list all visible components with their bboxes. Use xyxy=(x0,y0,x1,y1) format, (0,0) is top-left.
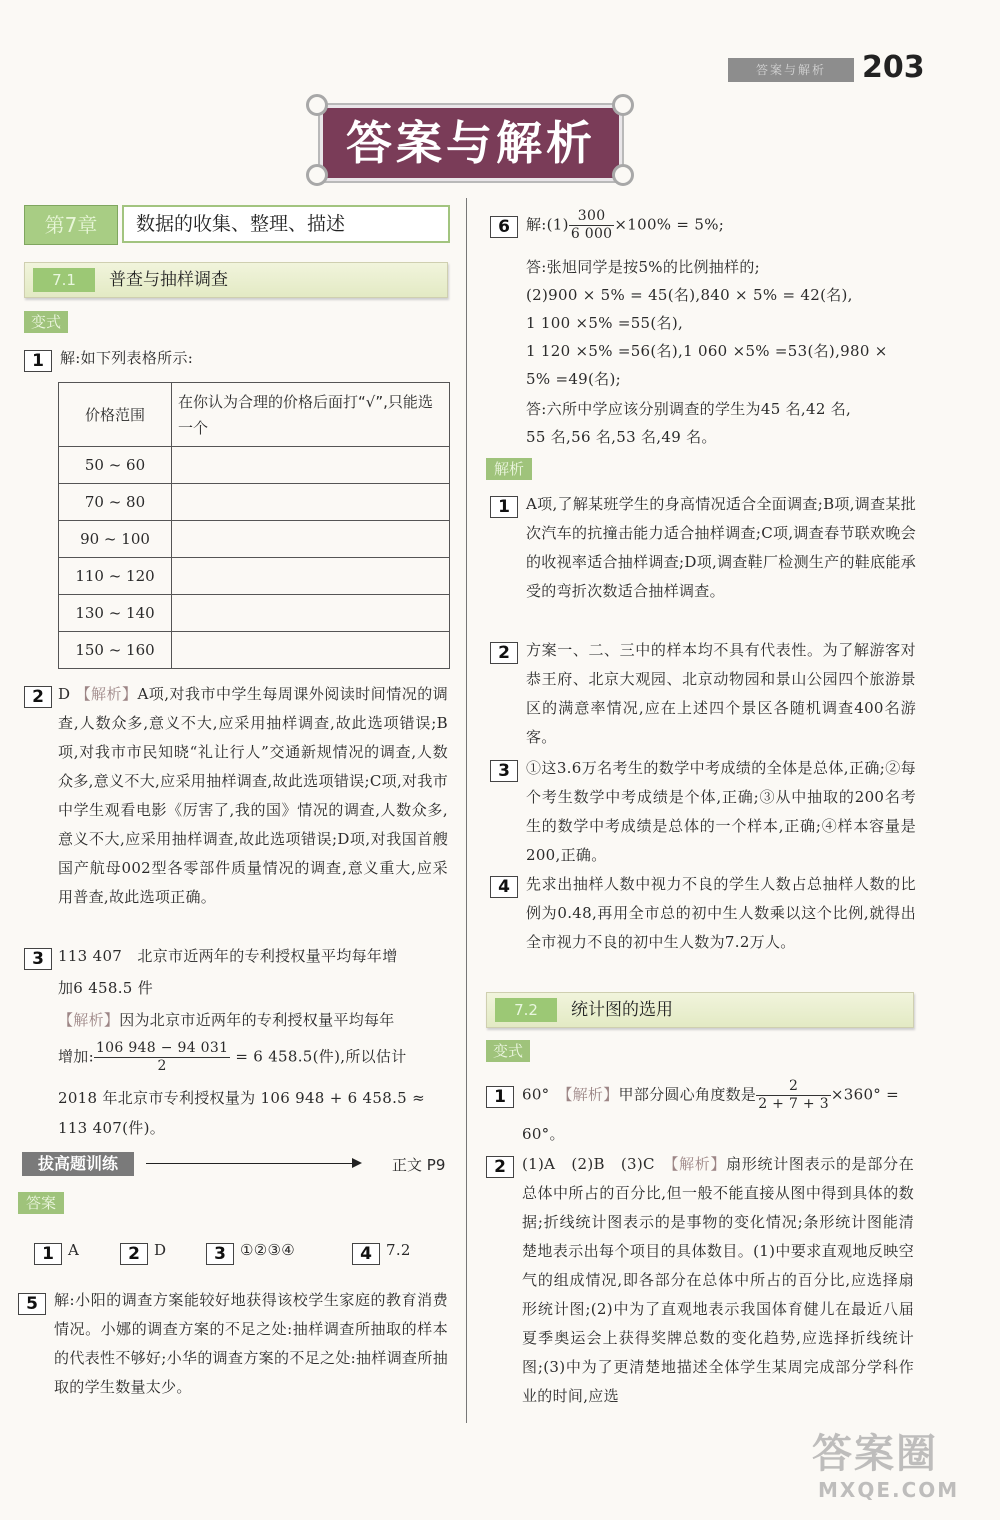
question-number: 2 xyxy=(24,686,52,708)
arrow-line xyxy=(146,1163,356,1164)
table-cell: 90 ~ 100 xyxy=(59,521,172,558)
analysis-line xyxy=(58,1006,395,1035)
question-number: 1 xyxy=(24,350,52,372)
table-cell xyxy=(172,632,450,669)
section-title: 统计图的选用 xyxy=(571,1000,673,1020)
formula-text: 解:(1) xyxy=(526,215,569,234)
section-number: 7.1 xyxy=(33,268,95,292)
question-number: 2 xyxy=(490,642,518,664)
question-number: 4 xyxy=(490,876,518,898)
banner-ring-icon xyxy=(306,94,328,116)
fraction-denominator: 2 + 7 + 3 xyxy=(758,1096,829,1112)
question-number: 4 xyxy=(352,1243,380,1265)
price-table xyxy=(58,382,450,669)
question-number: 3 xyxy=(490,760,518,782)
variant-tag: 变式 xyxy=(24,311,68,333)
section-header xyxy=(486,992,914,1028)
formula-line xyxy=(522,1078,899,1113)
answer-line: 55 名,56 名,53 名,49 名。 xyxy=(526,428,717,446)
column-divider xyxy=(466,198,467,1423)
answer-line: 答:六所中学应该分别调查的学生为45 名,42 名, xyxy=(526,400,852,418)
analysis-text: 方案一、二、三中的样本均不具有代表性。为了解游客对恭王府、北京大观园、北京动物园和景山公园四个旅游景区的满意率情况,应在上述四个景区各随机调查400名游客。 xyxy=(526,641,916,746)
fraction-numerator: 300 xyxy=(569,208,615,226)
answer-line: 5% =49(名); xyxy=(526,370,621,388)
table-cell xyxy=(172,447,450,484)
banner-ring-icon xyxy=(612,164,634,186)
short-answer: D xyxy=(154,1241,167,1259)
question-number: 1 xyxy=(34,1243,62,1265)
table-cell: 150 ~ 160 xyxy=(59,632,172,669)
formula-line xyxy=(58,1040,407,1075)
analysis-text: 因为北京市近两年的专利授权量平均每年 xyxy=(119,1011,395,1029)
answer-choice: D xyxy=(58,685,71,703)
analysis-tag: 【解析】 xyxy=(75,685,138,703)
formula-text: 增加: xyxy=(58,1047,94,1066)
section-label: 拔高题训练 xyxy=(22,1152,134,1176)
question-text: 解:小阳的调查方案能较好地获得该校学生家庭的教育消费情况。小娜的调查方案的不足之处:抽样调查所抽取的样本的代表性不够好;小华的调查方案的不足之处:抽样调查所抽取的学生数量太少。 xyxy=(54,1291,448,1396)
banner-ring-icon xyxy=(612,94,634,116)
question-number: 3 xyxy=(206,1243,234,1265)
analysis-text: 先求出抽样人数中视力不良的学生人数占总抽样人数的比例为0.48,再用全市总的初中生人数乘以这个比例,就得出全市视力不良的初中生人数为7.2万人。 xyxy=(526,875,916,951)
table-cell xyxy=(172,595,450,632)
section-number: 7.2 xyxy=(495,998,557,1022)
answers-tag: 答案 xyxy=(18,1192,64,1214)
answer-line: 答:张旭同学是按5%的比例抽样的; xyxy=(526,258,761,276)
table-cell: 70 ~ 80 xyxy=(59,484,172,521)
fraction xyxy=(569,208,615,243)
chapter-title: 数据的收集、整理、描述 xyxy=(122,205,450,243)
analysis-tag: 【解析】 xyxy=(564,1085,619,1104)
question-number: 2 xyxy=(486,1156,514,1178)
fraction-denominator: 6 000 xyxy=(570,226,613,242)
variant-tag: 变式 xyxy=(486,1040,530,1062)
question-number: 2 xyxy=(120,1243,148,1265)
question-number: 6 xyxy=(490,216,518,238)
question-text xyxy=(58,680,448,912)
question-number: 1 xyxy=(490,496,518,518)
analysis-tag: 【解析】 xyxy=(670,1155,727,1173)
analysis-text xyxy=(522,1150,914,1411)
analysis-section-tag: 解析 xyxy=(486,458,532,480)
formula-text: 甲部分圆心角度数是 xyxy=(618,1085,757,1104)
table-header-cell: 在你认为合理的价格后面打“√”,只能选一个 xyxy=(172,383,450,447)
answer-line: 1 120 ×5% =56(名),1 060 ×5% =53(名),980 × xyxy=(526,342,888,360)
analysis-tag: 【解析】 xyxy=(58,1011,120,1029)
formula-line xyxy=(526,208,724,243)
watermark-url: MXQE.COM xyxy=(818,1478,960,1502)
table-cell: 110 ~ 120 xyxy=(59,558,172,595)
table-header-cell: 价格范围 xyxy=(59,383,172,447)
answer-line: 113 407(件)。 xyxy=(58,1119,166,1137)
answer-line: 1 100 ×5% =55(名), xyxy=(526,314,684,332)
answer-line: 2018 年北京市专利授权量为 106 948 + 6 458.5 ≈ xyxy=(58,1089,425,1107)
answer-line: 60°。 xyxy=(522,1125,565,1143)
table-cell xyxy=(172,558,450,595)
analysis-text: A项,对我市中学生每周课外阅读时间情况的调查,人数众多,意义不大,应采用抽样调查,故此选项错误;B项,对我市市民知晓“礼让行人”交通新规情况的调查,人数众多,意义不大,应采用抽样调查,故此选项错误;C项,对我市中学生观看电影《厉害了,我的国》情况的调查,人数众多,意义不大,应采用抽样调查,故此选项错误;D项,对我国首艘国产航母002型各零部件质量情况的调查,意义重大,应采用普查,故此选项正确。 xyxy=(58,685,448,906)
answer-line: 加6 458.5 件 xyxy=(58,979,154,997)
question-number: 3 xyxy=(24,948,52,970)
fraction-denominator: 2 xyxy=(157,1058,167,1074)
section-header xyxy=(24,262,448,298)
fraction xyxy=(94,1040,230,1075)
page-number: 203 xyxy=(862,50,925,85)
header-tag: 答案与解析 xyxy=(728,58,854,82)
analysis-text: ①这3.6万名考生的数学中考成绩的全体是总体,正确;②每个考生数学中考成绩是个体,正确;③从中抽取的200名考生的数学中考成绩是总体的一个样本,正确;④样本容量是200,正确。 xyxy=(526,759,916,864)
short-answer: A xyxy=(68,1241,80,1259)
analysis-text-body: 扇形统计图表示的是部分在总体中所占的百分比,但一般不能直接从图中得到具体的数据;折线统计图表示的是事物的变化情况;条形统计图能清楚地表示出每个项目的具体数目。(1)中要求直观地反映空气的组成情况,即各部分在总体中所占的百分比,应选择扇形统计图;(2)中为了直观地表示我国体育健儿在最近八届夏季奥运会上获得奖牌总数的变化趋势,应选择折线统计图;(3)中为了更清楚地描述全体学生某周完成部分学科作业的时间,应选 xyxy=(522,1155,914,1405)
banner-ring-icon xyxy=(306,164,328,186)
page-reference: 正文 P9 xyxy=(392,1156,446,1174)
table-cell xyxy=(172,521,450,558)
table-cell: 50 ~ 60 xyxy=(59,447,172,484)
analysis-text: A项,了解某班学生的身高情况适合全面调查;B项,调查某批次汽车的抗撞击能力适合抽样调查;C项,调查春节联欢晚会的收视率适合抽样调查;D项,调查鞋厂检测生产的鞋底能承受的弯折次数适合抽样调查。 xyxy=(526,495,916,600)
chapter-label: 第7章 xyxy=(24,205,118,245)
formula-text: ×360° = xyxy=(830,1085,900,1104)
section-title: 普查与抽样调查 xyxy=(109,270,228,290)
short-answer: 7.2 xyxy=(386,1241,411,1259)
watermark-logo: 答案圈 xyxy=(812,1431,938,1477)
question-number: 1 xyxy=(486,1086,514,1108)
fraction xyxy=(756,1078,831,1113)
answer-line: (2)900 × 5% = 45(名),840 × 5% = 42(名), xyxy=(526,286,853,304)
short-answer: 60° xyxy=(522,1085,550,1104)
page-title: 答案与解析 xyxy=(318,103,624,183)
formula-text: ×100% = 5%; xyxy=(614,215,725,234)
short-answer: (1)A (2)B (3)C xyxy=(522,1155,655,1173)
question-number: 5 xyxy=(18,1293,46,1315)
fraction-numerator: 2 xyxy=(756,1078,831,1096)
table-cell xyxy=(172,484,450,521)
table-cell: 130 ~ 140 xyxy=(59,595,172,632)
question-text: 解:如下列表格所示: xyxy=(60,349,194,367)
formula-text: = 6 458.5(件),所以估计 xyxy=(235,1047,407,1066)
fraction-numerator: 106 948 − 94 031 xyxy=(95,1040,229,1056)
answer-line: 113 407 北京市近两年的专利授权量平均每年增 xyxy=(58,947,398,965)
short-answer: ①②③④ xyxy=(240,1241,295,1259)
arrow-right-icon xyxy=(352,1158,362,1168)
